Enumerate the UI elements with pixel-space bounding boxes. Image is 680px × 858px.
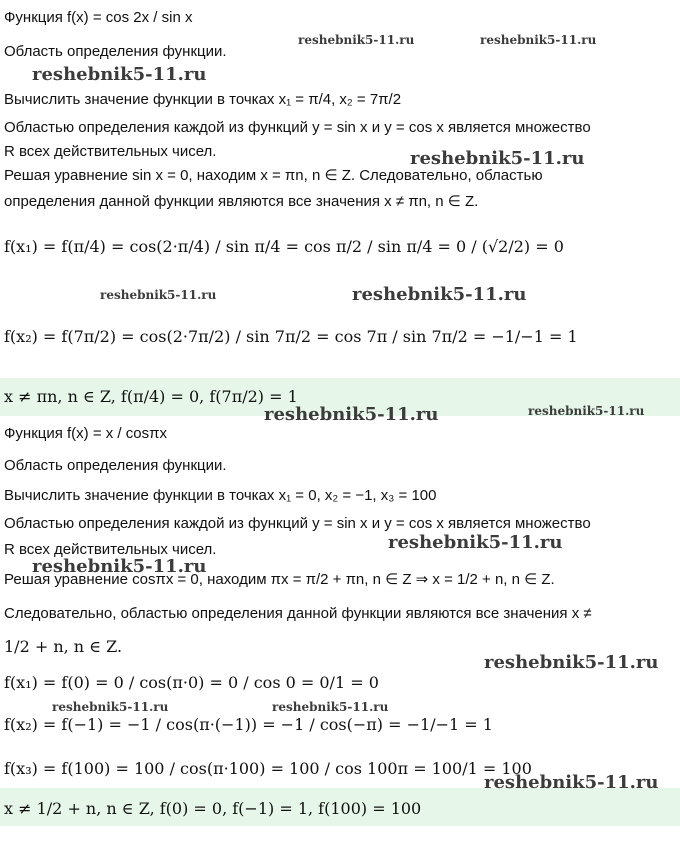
- p2-answer: x ≠ 1/2 + n, n ∈ Z, f(0) = 0, f(−1) = 1, f(100) = 100: [4, 799, 422, 818]
- watermark: reshebnik5-11.ru: [528, 404, 645, 418]
- p2-solution-line-3: Решая уравнение cosπx = 0, находим πx = π/2 + πn, n ∈ Z ⇒ x = 1/2 + n, n ∈ Z.: [4, 571, 555, 588]
- p1-solution-line-4: определения данной функции являются все значения x ≠ πn, n ∈ Z.: [4, 193, 479, 210]
- p2-task-domain: Область определения функции.: [4, 457, 227, 474]
- p2-calc-x1: f(x₁) = f(0) = 0 / cos(π·0) = 0 / cos 0 = 0/1 = 0: [4, 673, 379, 692]
- watermark: reshebnik5-11.ru: [352, 284, 527, 305]
- p1-function-title: Функция f(x) = cos 2x / sin x: [4, 9, 193, 26]
- p2-solution-line-2: R всех действительных чисел.: [4, 541, 217, 558]
- p1-task-domain: Область определения функции.: [4, 43, 227, 60]
- p1-solution-line-1: Областью определения каждой из функций y = sin x и y = cos x является множество: [4, 119, 591, 136]
- p2-calc-x3: f(x₃) = f(100) = 100 / cos(π·100) = 100 / cos 100π = 100/1 = 100: [4, 759, 532, 778]
- watermark: reshebnik5-11.ru: [484, 772, 659, 793]
- p2-calc-x2: f(x₂) = f(−1) = −1 / cos(π·(−1)) = −1 / cos(−π) = −1/−1 = 1: [4, 715, 493, 734]
- p2-function-title: Функция f(x) = x / cosπx: [4, 425, 167, 442]
- p2-task-evaluate: Вычислить значение функции в точках x₁ = 0, x₂ = −1, x₃ = 100: [4, 487, 437, 504]
- watermark: reshebnik5-11.ru: [100, 288, 217, 302]
- watermark: reshebnik5-11.ru: [410, 148, 585, 169]
- watermark: reshebnik5-11.ru: [264, 404, 439, 425]
- watermark: reshebnik5-11.ru: [298, 33, 415, 47]
- watermark: reshebnik5-11.ru: [388, 532, 563, 553]
- p1-calc-x1: f(x₁) = f(π/4) = cos(2·π/4) / sin π/4 = cos π/2 / sin π/4 = 0 / (√2/2) = 0: [4, 237, 564, 256]
- watermark: reshebnik5-11.ru: [32, 64, 207, 85]
- watermark: reshebnik5-11.ru: [52, 700, 169, 714]
- watermark: reshebnik5-11.ru: [32, 556, 207, 577]
- p1-solution-line-2: R всех действительных чисел.: [4, 143, 217, 160]
- p2-solution-line-1: Областью определения каждой из функций y = sin x и y = cos x является множество: [4, 515, 591, 532]
- p2-solution-line-5: 1/2 + n, n ∈ Z.: [4, 637, 123, 656]
- watermark: reshebnik5-11.ru: [272, 700, 389, 714]
- p1-solution-line-3: Решая уравнение sin x = 0, находим x = πn, n ∈ Z. Следовательно, областью: [4, 167, 543, 184]
- p1-answer: x ≠ πn, n ∈ Z, f(π/4) = 0, f(7π/2) = 1: [4, 387, 298, 406]
- p2-solution-line-4: Следовательно, областью определения данной функции являются все значения x ≠: [4, 605, 592, 622]
- p1-calc-x2: f(x₂) = f(7π/2) = cos(2·7π/2) / sin 7π/2 = cos 7π / sin 7π/2 = −1/−1 = 1: [4, 327, 578, 346]
- watermark: reshebnik5-11.ru: [484, 652, 659, 673]
- watermark: reshebnik5-11.ru: [480, 33, 597, 47]
- p1-task-evaluate: Вычислить значение функции в точках x₁ = π/4, x₂ = 7π/2: [4, 91, 402, 108]
